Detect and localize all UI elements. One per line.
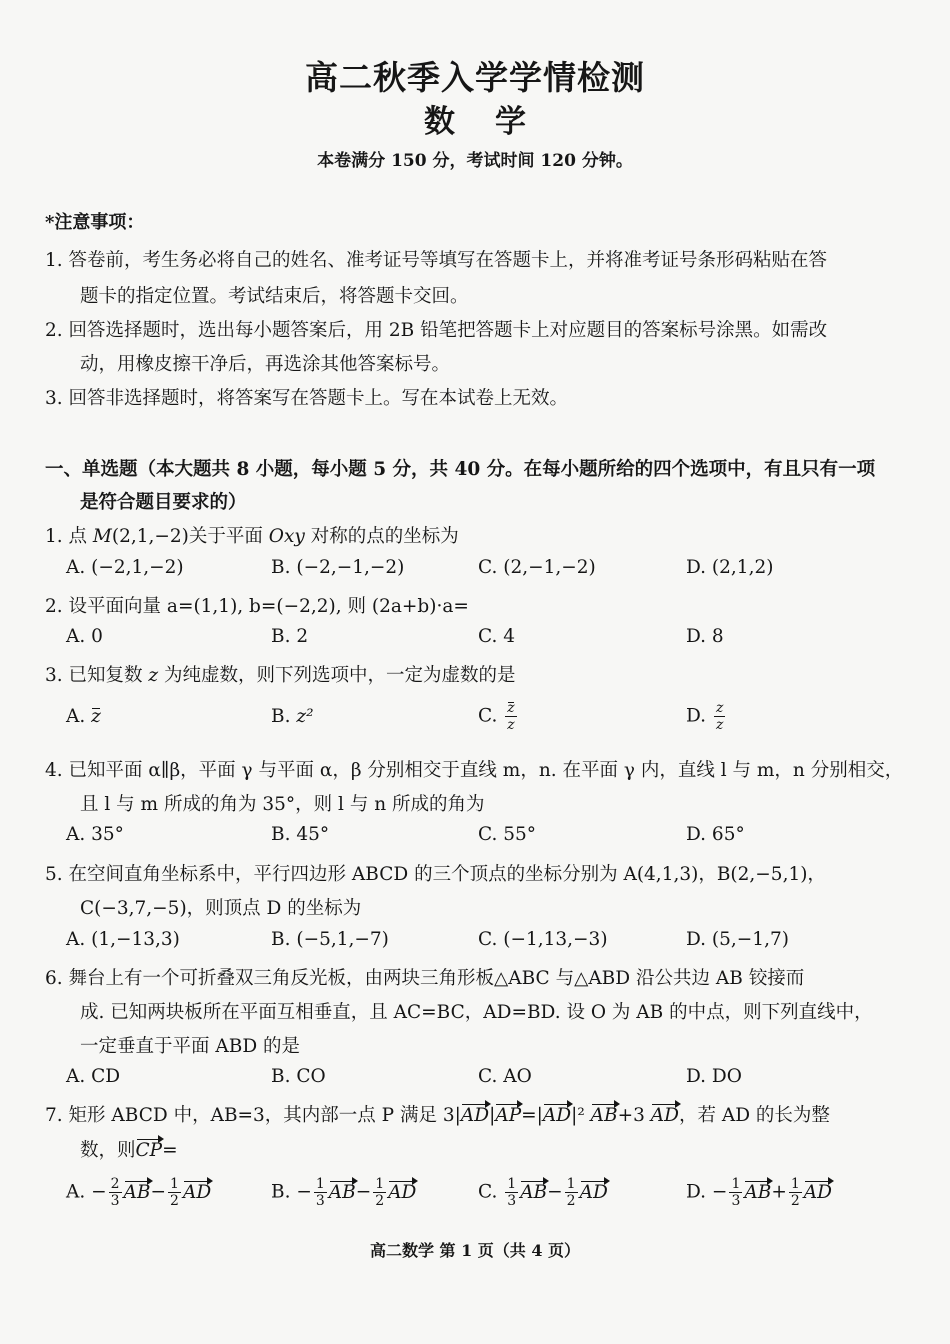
q2-option-c: C. 4 (478, 626, 516, 647)
question-1-stem: 1. 点 M(2,1,−2)关于平面 Oxy 对称的点的坐标为 (45, 526, 459, 547)
subject-title: 数学 (424, 104, 566, 140)
q2-option-d: D. 8 (686, 626, 724, 647)
question-6-options (66, 1066, 906, 1094)
question-5-options (66, 929, 906, 957)
question-6-stem-cont-1: 成. 已知两块板所在平面互相垂直，且 AC=BC，AD=BD. 设 O 为 AB 的中点，则下列直线中， (80, 1002, 873, 1023)
q7-option-d: D. − $\frac{1}{3}$ AB+ $\frac{1}{2}$ AD (686, 1176, 832, 1209)
q1-option-b: B. (−2,−1,−2) (271, 557, 405, 578)
question-4-options (66, 824, 906, 852)
notice-heading: *注意事项： (45, 212, 145, 233)
q4-option-d: D. 65° (686, 824, 745, 845)
q6-option-d: D. DO (686, 1066, 742, 1087)
notice-item-2: 2. 回答选择题时，选出每小题答案后，用 2B 铅笔把答题卡上对应题目的答案标号涂黑。如需改 (45, 320, 828, 341)
section-heading-cont: 是符合题目要求的） (80, 492, 247, 513)
q2-option-a: A. 0 (66, 626, 103, 647)
q5-option-a: A. (1,−13,3) (66, 929, 180, 950)
q6-option-c: C. AO (478, 1066, 532, 1087)
q7-option-a: A. − $\frac{2}{3}$ AB− $\frac{1}{2}$ AD (66, 1176, 212, 1209)
question-6-stem: 6. 舞台上有一个可折叠双三角反光板，由两块三角形板△ABC 与△ABD 沿公共边 AB 铰接而 (45, 968, 805, 989)
page-footer: 高二数学 第 1 页（共 4 页） (369, 1241, 581, 1260)
q3-option-a: A. z (66, 706, 101, 727)
question-4-stem-cont: 且 l 与 m 所成的角为 35°，则 l 与 n 所成的角为 (80, 794, 485, 815)
q1-option-a: A. (−2,1,−2) (66, 557, 184, 578)
question-5-stem: 5. 在空间直角坐标系中，平行四边形 ABCD 的三个顶点的坐标分别为 A(4,1,3)，B(2,−5,1)， (45, 864, 826, 885)
notice-item-2-cont: 动，用橡皮擦干净后，再选涂其他答案标号。 (80, 354, 451, 375)
q5-option-c: C. (−1,13,−3) (478, 929, 608, 950)
question-6-stem-cont-2: 一定垂直于平面 ABD 的是 (80, 1036, 301, 1057)
question-5-stem-cont: C(−3,7,−5)，则顶点 D 的坐标为 (80, 898, 362, 919)
q5-option-d: D. (5,−1,7) (686, 929, 789, 950)
q1-option-c: C. (2,−1,−2) (478, 557, 596, 578)
question-4-stem: 4. 已知平面 α∥β，平面 γ 与平面 α，β 分别相交于直线 m，n. 在平面 γ 内，直线 l 与 m，n 分别相交， (45, 760, 904, 781)
notice-item-1-cont: 题卡的指定位置。考试结束后，将答题卡交回。 (80, 286, 469, 307)
q4-option-b: B. 45° (271, 824, 330, 845)
q3-option-c: C. $\frac{z}{z}$ (478, 700, 515, 733)
notice-item-1: 1. 答卷前，考生务必将自己的姓名、准考证号等填写在答题卡上，并将准考证号条形码粘贴在答 (45, 250, 828, 271)
exam-meta: 本卷满分 150 分，考试时间 120 分钟。 (317, 151, 633, 171)
q3-option-d: D. $\frac{z}{z}$ (686, 700, 724, 733)
q4-option-a: A. 35° (66, 824, 124, 845)
q4-option-c: C. 55° (478, 824, 537, 845)
question-3-options (66, 700, 906, 742)
question-2-options (66, 626, 906, 654)
q1-option-d: D. (2,1,2) (686, 557, 774, 578)
question-3-stem: 3. 已知复数 z 为纯虚数，则下列选项中，一定为虚数的是 (45, 665, 516, 686)
q2-option-b: B. 2 (271, 626, 309, 647)
q7-option-b: B. − $\frac{1}{3}$ AB− $\frac{1}{2}$ AD (271, 1176, 417, 1209)
exam-title: 高二秋季入学学情检测 (305, 58, 645, 97)
q6-option-a: A. CD (66, 1066, 121, 1087)
q3-option-b: B. z² (271, 706, 314, 727)
question-2-stem: 2. 设平面向量 a=(1,1), b=(−2,2), 则 (2a+b)·a= (45, 596, 469, 617)
question-1-options (66, 557, 906, 585)
question-7-options (66, 1176, 906, 1220)
question-7-stem: 7. 矩形 ABCD 中，AB=3，其内部一点 P 满足 3|AD|AP=|AD|² AB+3 AD，若 AD 的长为整 (45, 1105, 830, 1126)
q5-option-b: B. (−5,1,−7) (271, 929, 389, 950)
section-heading: 一、单选题（本大题共 8 小题，每小题 5 分，共 40 分。在每小题所给的四个选项中，有且只有一项 (45, 459, 876, 480)
question-7-stem-cont: 数，则CP= (80, 1140, 178, 1161)
notice-item-3: 3. 回答非选择题时，将答案写在答题卡上。写在本试卷上无效。 (45, 388, 569, 409)
q6-option-b: B. CO (271, 1066, 326, 1087)
q7-option-c: C. $\frac{1}{3}$ AB− $\frac{1}{2}$ AD (478, 1176, 608, 1209)
